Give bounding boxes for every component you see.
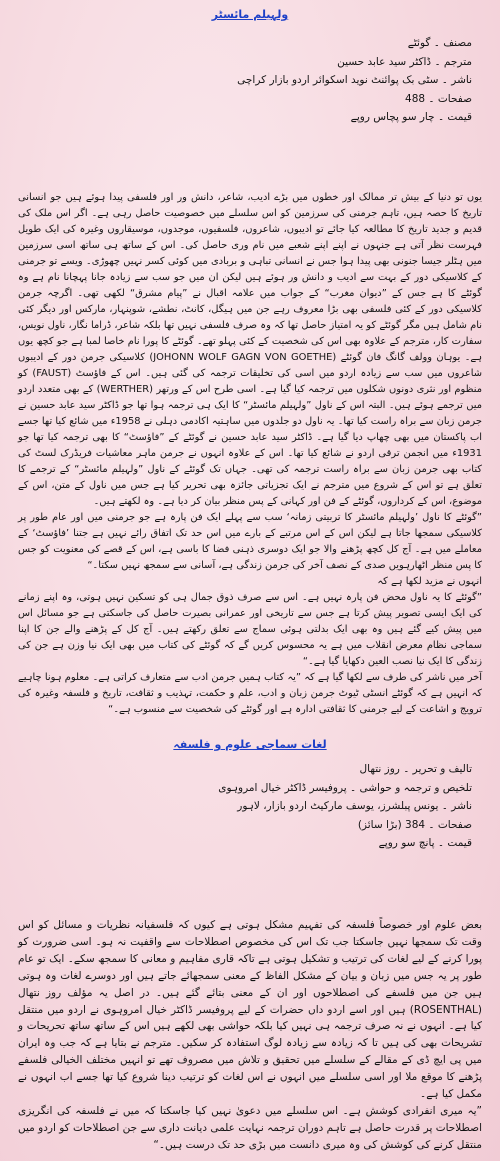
quote-paragraph: ”گوئٹے کا ناول ’ولہیلم مائسٹر کا تربیتی زمانہ‘ سب سے پہلے ایک فن پارہ ہے جو جرمنی میں اور عام طور پر کلاسیکی سمجھا جاتا ہے لیکن اس کے اس مرتبے کے بارے میں اس حد تک اتفاق رائے نہیں ہے جتنا ’فاؤسٹ‘ کے معاملے میں ہے۔ آج کل کچھ پڑھنے والا جو ایک دوسری ذہنی فضا کا باسی ہے، اس کے قصے کی معنویت کو جس کا پس منظر اٹھارہویں صدی کے نصف آخر کی جرمن زندگی ہے، آسانی سے سمجھ نہیں سکتا۔“ <box>18 512 482 571</box>
book-details <box>237 34 472 127</box>
paragraph: آخر میں ناشر کی طرف سے لکھا گیا ہے کہ ”یہ کتاب ہمیں جرمن ادب سے متعارف کراتی ہے۔ معلوم ہونا چاہیے کہ انہیں ہے کہ گوئٹے انسٹی ٹیوٹ جرمن زبان و ادب، علم و حکمت، تہذیب و ثقافت، تاریخ و فلسفہ وغیرہ کی ترویج و اشاعت کے لیے جرمنی کا ثقافتی ادارہ ہے اور گوئٹے کی شخصیت سے منسوب ہے۔“ <box>18 672 482 715</box>
translator-line: مترجم ۔ ڈاکٹر سید عابد حسین <box>337 55 472 68</box>
section-title: لغات سماجی علوم و فلسفہ <box>173 738 327 751</box>
paragraph: یوں تو دنیا کے بیش تر ممالک اور خطوں میں بڑے ادیب، شاعر، دانش ور اور فلسفی پیدا ہوئے ہیں جو انسانی تاریخ کا حصہ ہیں، تاہم جرمنی کی سرزمین کو اس سلسلے میں خصوصیت حاصل رہی ہے۔ اگر اس ملک کی قدیم و جدید تاریخ کا مطالعہ کیا جائے تو ادیبوں، شاعروں، فلسفیوں، موجدوں، موسیقاروں وغیرہ کی ایک طویل فہرست نظر آتی ہے جنہوں نے اپنے اپنے شعبے میں نام وری حاصل کی۔ اس کے ساتھ ہی ساتھ اسی سرزمین میں ہٹلر جیسا جنونی بھی پیدا ہوا جس نے انسانی تباہی و بربادی میں کوئی کسر نہیں چھوڑی۔ ویسے تو جرمنی کے کلاسیکی دور کے بہت سے ادیب و دانش ور ہوئے ہیں لیکن ان میں جو سب سے زیادہ جانا پہچانا نام ہے وہ گوئٹے کا ہے جس کے ”دیوان مغرب“ کے جواب میں علامہ اقبال نے ”پیام مشرق“ لکھی تھی۔ اگرچہ جرمن کلاسیکی دور کے کئی فلسفی بھی بڑا معروف رہے جن میں ہیگل، کانٹ، نطشے، شوپنہار، مارکس اور دیگر کئی نام شامل ہیں مگر گوئٹے کو یہ امتیاز حاصل تھا کہ وہ صرف فلسفی نہیں تھا بلکہ شاعر، ڈراما نگار، ناول نویس، سفارت کار، مترجم کے علاوہ بھی اس کی شخصیت کے کئی پہلو تھے۔ گوئٹے کا پورا نام خاصا لمبا ہے جو کچھ یوں ہے۔ یوہان وولف گانگ فان گوئٹے (JOHONN WOLF GAGN VON GOETHE) کلاسیکی جرمن دور کے ادیبوں شاعروں میں سب سے زیادہ اردو میں اسی کی تخلیقات ترجمہ کی گئی ہیں۔ اس کے فاؤسٹ (FAUST) کو منظوم اور نثری دونوں شکلوں میں ترجمہ کیا گیا ہے۔ اسی طرح اس کے ورتھر (WERTHER) کے بھی متعدد اردو میں ترجمے ہوئے ہیں۔ البتہ اس کے ناول ”ولہیلم مائسٹر“ کا ایک ہی ترجمہ ہوا تھا جو ڈاکٹر سید عابد حسین نے جرمن زبان سے براہ راست کیا تھا۔ یہ ناول دو جلدوں میں ساہتیہ اکادمی دہلی نے 1958ء میں شائع کیا تھا جسے اب پاکستان میں بھی چھاپ دیا گیا ہے۔ ڈاکٹر سید عابد حسین نے گوئٹے کے ”فاؤسٹ“ کا بھی ترجمہ کیا تھا جو 1931ء میں انجمن ترقی اردو نے شائع کیا تھا۔ اس کے علاوہ انہوں نے جرمن ماہر معاشیات فریڈرک لسٹ کی کتاب بھی جرمن زبان سے براہ راست ترجمہ کی تھی۔ جہاں تک گوئٹے کے ناول ”ولہیلم مائسٹر“ کے ترجمے کا تعلق ہے تو اس کے شروع میں مترجم نے ایک تجزیاتی جائزہ بھی تحریر کیا ہے جس میں ناول کے متن، اس کے موضوع، اس کے کرداروں، گوئٹے کے فن اور کہانی کے پس منظر بیان کر دیا ہے۔ وہ لکھتے ہیں۔ <box>18 192 483 507</box>
book-details <box>218 760 472 853</box>
review-body <box>18 190 482 718</box>
price-line: قیمت ۔ چار سو پچاس روپے <box>350 111 472 123</box>
price-line: قیمت ۔ پانچ سو روپے <box>378 837 472 849</box>
translator-line: تلخیص و ترجمہ و حواشی ۔ پروفیسر ڈاکٹر خیال امروہوی <box>218 781 472 794</box>
pages-line: صفحات ۔ 488 <box>405 92 472 105</box>
author-line: مصنف ۔ گوئٹے <box>407 37 472 49</box>
author-line: تالیف و تحریر ۔ روز نتھال <box>359 763 472 775</box>
review-body <box>18 917 482 1154</box>
publisher-line: ناشر ۔ یونس پبلشرز، یوسف مارکیٹ اردو بازار، لاہور <box>237 800 472 812</box>
section-title: ولہیلم مائسٹر <box>211 8 289 21</box>
paragraph: بعض علوم اور خصوصاً فلسفہ کی تفہیم مشکل ہوتی ہے کیوں کہ فلسفیانہ نظریات و مسائل کو اس وقت تک سمجھا نہیں جاسکتا جب تک اس کی مخصوص اصطلاحات سے واقفیت نہ ہو۔ اسی ضرورت کو پورا کرنے کے لیے لغات کی ترتیب و تشکیل ہوتی ہے تاکہ قاری مفاہیم و معانی کا سمجھ سکے۔ ایک تو عام طور پر یہ جس میں زبان و بیان کے مشکل الفاظ کے معنی سمجھائے جاتے ہیں اور دوسرے لغات وہ ہوتی ہیں جن میں فلسفے کی اصطلاحوں اور ان کے معنی بتائے گئے ہیں۔ در اصل یہ مؤلف روز نتھال (ROSENTHAL) ہیں اور اسے اردو داں حضرات کے لیے پروفیسر ڈاکٹر خیال امروہوی نے اردو میں منتقل کیا ہے۔ انہوں نے نہ صرف ترجمہ ہی نہیں کیا بلکہ حواشی بھی لکھے ہیں اس کے ساتھ ساتھ تحریحات و تشریحات بھی کی ہیں تا کہ زیادہ سے زیادہ لوگ استفادہ کر سکیں۔ مترجم نے بتایا ہے کہ جب وہ ایران میں پی ایچ ڈی کے مقالے کے سلسلے میں تحقیق و تلاش میں مصروف تھے تو انہیں مختلف الخیالی فلسفے پڑھنے کا موقع ملا اور اسی سلسلے میں انہوں نے اس لغات کو ترتیب دینا شروع کیا تھا جسے اب انہوں نے مکمل کیا ہے۔ <box>18 919 482 1101</box>
publisher-line: ناشر ۔ سٹی بک پوائنٹ نوید اسکوائر اردو بازار کراچی <box>237 74 472 86</box>
paragraph: انہوں نے مزید لکھا ہے کہ <box>377 576 482 587</box>
pages-line: صفحات ۔ 384 (بڑا سائز) <box>357 818 472 831</box>
quote-paragraph: ”گوئٹے کا یہ ناول محض فن پارہ نہیں ہے۔ اس سے صرف ذوق جمال ہی کو تسکین نہیں ہوتی، وہ اپنے زمانے کی ایک ایسی تصویر پیش کرتا ہے جس سے تاریخی اور عمرانی بصیرت حاصل کی جاسکتی ہے جو مسائل اس میں پیش کیے گئے ہیں وہ بھی ایک بدلتی ہوئی سماج سے تعلق رکھتے ہیں۔ آج کل کے پڑھنے والے جن کا اپنا سماجی نظام معرض انقلاب میں ہے یہ محسوس کریں گے کہ گوئٹے کی کتاب میں بھی ایک نیا وزن ہے جن کی زندگی کا ایک نیا نصب العین دکھایا گیا ہے۔“ <box>18 592 482 667</box>
quote-paragraph: ”یہ میری انفرادی کوشش ہے۔ اس سلسلے میں دعویٰ نہیں کیا جاسکتا کہ میں نے فلسفہ کی انگریزی اصطلاحات پر قدرت حاصل ہے تاہم دوران ترجمہ نہایت علمی دیانت داری سے جن اصطلاحات کو اردو میں منتقل کرنے کی کوشش کی وہ میری دانست میں بڑی حد تک درست ہیں۔“ <box>18 1104 482 1151</box>
